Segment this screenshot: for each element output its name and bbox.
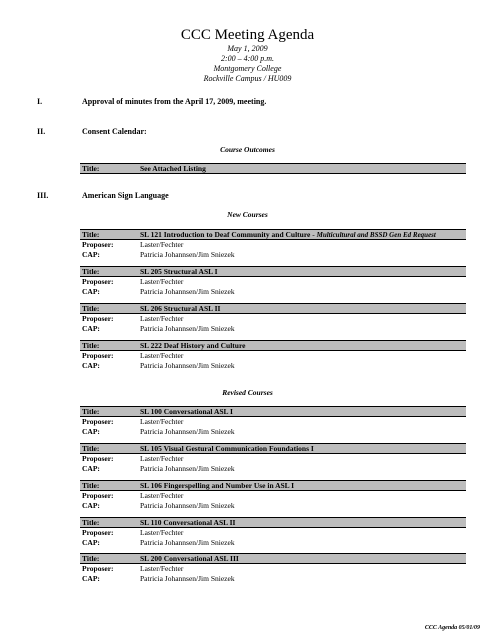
cap-value: Patricia Johannsen/Jim Sniezek [140, 538, 235, 547]
proposer-row [80, 454, 466, 464]
course-block [80, 480, 466, 511]
proposer-label: Proposer: [82, 528, 114, 537]
cap-value: Patricia Johannsen/Jim Sniezek [140, 501, 235, 510]
meeting-location-college: Montgomery College [213, 64, 282, 73]
cap-label: CAP: [82, 427, 100, 436]
cap-label: CAP: [82, 287, 100, 296]
proposer-row [80, 417, 466, 427]
course-block [80, 303, 466, 334]
proposer-label: Proposer: [82, 564, 114, 573]
title-value: See Attached Listing [140, 164, 206, 173]
course-block [80, 266, 466, 297]
course-block [80, 553, 466, 584]
title-label: Title: [82, 554, 100, 563]
section-heading: American Sign Language [82, 191, 169, 200]
title-label: Title: [82, 407, 100, 416]
title-label: Title: [82, 481, 100, 490]
cap-label: CAP: [82, 250, 100, 259]
course-note: Multicultural and BSSD Gen Ed Request [316, 231, 436, 239]
proposer-row [80, 491, 466, 501]
page-footer: CCC Agenda 05/01/09 [424, 625, 480, 631]
cap-row [80, 250, 466, 260]
course-title-row [80, 406, 466, 417]
cap-value: Patricia Johannsen/Jim Sniezek [140, 464, 235, 473]
subheading-new-courses: New Courses [227, 210, 268, 219]
proposer-row [80, 240, 466, 250]
course-block [80, 229, 466, 260]
cap-label: CAP: [82, 574, 100, 583]
meeting-location-room: Rockville Campus / HU009 [203, 74, 292, 83]
proposer-label: Proposer: [82, 417, 114, 426]
proposer-label: Proposer: [82, 454, 114, 463]
proposer-label: Proposer: [82, 240, 114, 249]
course-title-row [80, 480, 466, 491]
title-label: Title: [82, 341, 100, 350]
title-label: Title: [82, 267, 100, 276]
title-value: SL 222 Deaf History and Culture [140, 341, 246, 350]
title-label: Title: [82, 518, 100, 527]
proposer-label: Proposer: [82, 491, 114, 500]
section-heading: Approval of minutes from the April 17, 2009, meeting. [82, 97, 267, 106]
title-label: Title: [82, 230, 100, 239]
title-value: SL 206 Structural ASL II [140, 304, 221, 313]
proposer-label: Proposer: [82, 314, 114, 323]
course-title-row [80, 553, 466, 564]
cap-label: CAP: [82, 538, 100, 547]
title-label: Title: [82, 164, 100, 173]
page-title: CCC Meeting Agenda [180, 27, 315, 43]
cap-row [80, 574, 466, 584]
proposer-value: Laster/Fechter [140, 277, 184, 286]
course-block [80, 517, 466, 548]
cap-value: Patricia Johannsen/Jim Sniezek [140, 250, 235, 259]
title-label: Title: [82, 444, 100, 453]
cap-value: Patricia Johannsen/Jim Sniezek [140, 324, 235, 333]
meeting-time: 2:00 – 4:00 p.m. [220, 54, 275, 63]
title-value: SL 110 Conversational ASL II [140, 518, 236, 527]
course-title: SL 121 Introduction to Deaf Community and Culture [140, 230, 311, 239]
section-heading: Consent Calendar: [82, 127, 147, 136]
cap-label: CAP: [82, 501, 100, 510]
course-block [80, 406, 466, 437]
cap-row [80, 538, 466, 548]
course-block [80, 340, 466, 371]
section-number: II. [37, 127, 46, 136]
meeting-date: May 1, 2009 [227, 44, 268, 53]
course-title-row [80, 266, 466, 277]
cap-label: CAP: [82, 324, 100, 333]
proposer-value: Laster/Fechter [140, 528, 184, 537]
course-block [80, 443, 466, 474]
cap-row [80, 464, 466, 474]
course-title-row [80, 163, 466, 174]
course-title-row [80, 517, 466, 528]
proposer-value: Laster/Fechter [140, 417, 184, 426]
proposer-value: Laster/Fechter [140, 314, 184, 323]
cap-row [80, 324, 466, 334]
proposer-row [80, 314, 466, 324]
proposer-row [80, 528, 466, 538]
cap-row [80, 361, 466, 371]
proposer-value: Laster/Fechter [140, 564, 184, 573]
course-title-row [80, 303, 466, 314]
title-value: SL 100 Conversational ASL I [140, 407, 233, 416]
cap-label: CAP: [82, 464, 100, 473]
cap-value: Patricia Johannsen/Jim Sniezek [140, 574, 235, 583]
cap-value: Patricia Johannsen/Jim Sniezek [140, 427, 235, 436]
title-value: SL 121 Introduction to Deaf Community and Culture - Multicultural and BSSD Gen Ed Request [140, 230, 436, 239]
course-title-row [80, 443, 466, 454]
proposer-value: Laster/Fechter [140, 351, 184, 360]
consent-block [80, 163, 466, 174]
cap-value: Patricia Johannsen/Jim Sniezek [140, 361, 235, 370]
title-value: SL 105 Visual Gestural Communication Foundations I [140, 444, 314, 453]
proposer-value: Laster/Fechter [140, 240, 184, 249]
subheading-course-outcomes: Course Outcomes [220, 145, 275, 154]
cap-row [80, 501, 466, 511]
course-title-row [80, 229, 466, 240]
proposer-value: Laster/Fechter [140, 491, 184, 500]
title-value: SL 106 Fingerspelling and Number Use in ASL I [140, 481, 295, 490]
proposer-value: Laster/Fechter [140, 454, 184, 463]
proposer-label: Proposer: [82, 351, 114, 360]
title-value: SL 200 Conversational ASL III [140, 554, 239, 563]
title-label: Title: [82, 304, 100, 313]
proposer-row [80, 564, 466, 574]
title-value: SL 205 Structural ASL I [140, 267, 218, 276]
cap-value: Patricia Johannsen/Jim Sniezek [140, 287, 235, 296]
subheading-revised-courses: Revised Courses [222, 388, 273, 397]
section-number: I. [37, 97, 43, 106]
cap-row [80, 427, 466, 437]
proposer-row [80, 351, 466, 361]
proposer-label: Proposer: [82, 277, 114, 286]
meeting-info [0, 44, 495, 84]
cap-row [80, 287, 466, 297]
course-title-row [80, 340, 466, 351]
section-number: III. [37, 191, 49, 200]
proposer-row [80, 277, 466, 287]
cap-label: CAP: [82, 361, 100, 370]
